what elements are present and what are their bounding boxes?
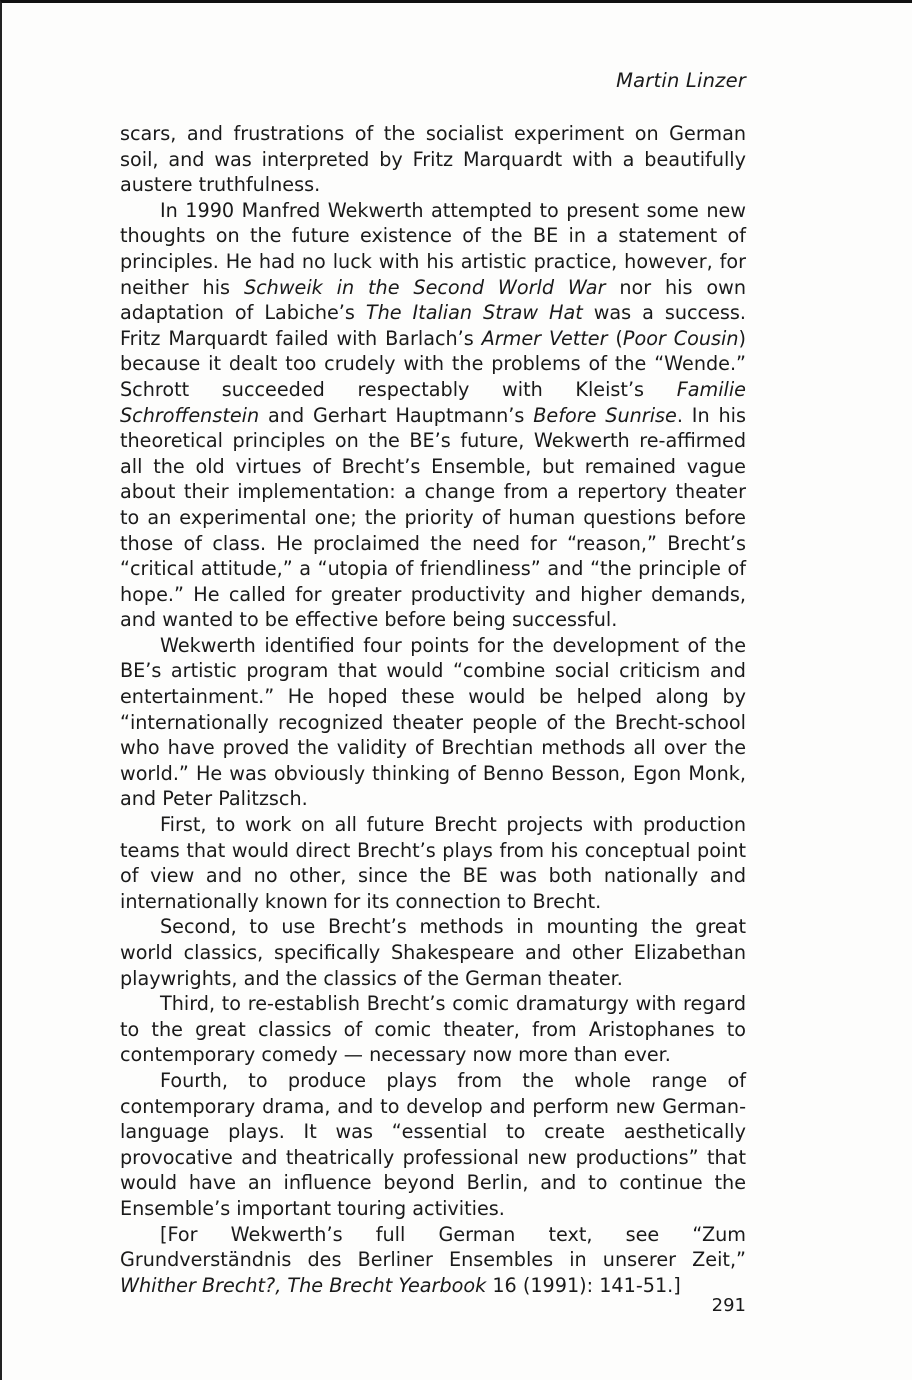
paragraph: [120, 991, 746, 1068]
text-run: (: [607, 326, 623, 350]
text-run: Third, to re-establish Brecht’s comic dramaturgy with regard to the great classics of comic theater, from Aristophanes to contemporary comedy — necessary now more than ever.: [120, 992, 746, 1067]
paragraph: [120, 914, 746, 991]
paragraph: [120, 198, 746, 633]
italic-title: Armer Vetter: [481, 326, 608, 350]
italic-title: Schweik in the Second World War: [243, 275, 606, 299]
text-run: nor his own adaptation of Labiche’s: [120, 275, 746, 325]
text-run: 16 (1991): 141-51.]: [486, 1273, 681, 1297]
paragraph: [120, 1068, 746, 1222]
text-run: . In his theoretical principles on the BE’s future, Wekwerth re-affirmed all the old virtues of Brecht’s Ensemble, but remained vague about their implementation: a change from a repertory theater to an experimental one; the priority of human questions before those of class. He proclaimed the need for “reason,” Brecht’s “critical attitude,” a “utopia of friendliness” and “the principle of hope.” He called for greater productivity and higher demands, and wanted to be effective before being successful.: [120, 403, 747, 632]
paragraph: [120, 121, 746, 198]
italic-title: The Italian Straw Hat: [365, 301, 583, 325]
paragraph: [120, 1222, 746, 1299]
page-number: 291: [711, 1295, 746, 1316]
italic-title: Familie Schroffenstein: [120, 377, 746, 427]
italic-title: Before Sunrise: [533, 403, 677, 427]
running-head: Martin Linzer: [616, 69, 746, 92]
text-run: scars, and frustrations of the socialist experiment on German soil, and was interpreted by Fritz Marquardt with a beautifully austere truthfulness.: [120, 122, 746, 197]
paragraph: [120, 812, 746, 914]
text-run: In 1990 Manfred Wekwerth attempted to present some new thoughts on the future existence of the BE in a statement of principles. He had no luck with his artistic practice, however, for neither his: [120, 198, 746, 299]
text-run: [For Wekwerth’s full German text, see “Zum Grundverständnis des Berliner Ensembles in unserer Zeit,”: [120, 1222, 746, 1272]
italic-title: Poor Cousin: [622, 326, 739, 350]
text-run: Second, to use Brecht’s methods in mounting the great world classics, specifically Shakespeare and other Elizabethan playwrights, and the classics of the German theater.: [120, 915, 746, 990]
text-run: ) because it dealt too crudely with the problems of the “Wende.” Schrott succeeded respectably with Kleist’s: [120, 326, 746, 401]
paragraph: [120, 633, 746, 812]
text-run: was a success. Fritz Marquardt failed with Barlach’s: [120, 301, 746, 350]
text-run: Wekwerth identified four points for the development of the BE’s artistic program that would “combine social criticism and entertainment.” He hoped these would be helped along by “internationally recognized theater people of the Brecht-school who have proved the validity of Brechtian methods all over the world.” He was obviously thinking of Benno Besson, Egon Monk, and Peter Palitzsch.: [120, 633, 746, 811]
italic-title: Whither Brecht?, The Brecht Yearbook: [120, 1273, 487, 1297]
text-run: and Gerhart Hauptmann’s: [259, 403, 534, 427]
body-text: [120, 121, 746, 1298]
text-run: First, to work on all future Brecht projects with production teams that would direct Brecht’s plays from his conceptual point of view and no other, since the BE was both nationally and internationally known for its connection to Brecht.: [120, 813, 746, 913]
text-run: Fourth, to produce plays from the whole range of contemporary drama, and to develop and perform new German-language plays. It was “essential to create aesthetically provocative and theatrically professional new productions” that would have an influence beyond Berlin, and to continue the Ensemble’s important touring activities.: [120, 1068, 746, 1220]
